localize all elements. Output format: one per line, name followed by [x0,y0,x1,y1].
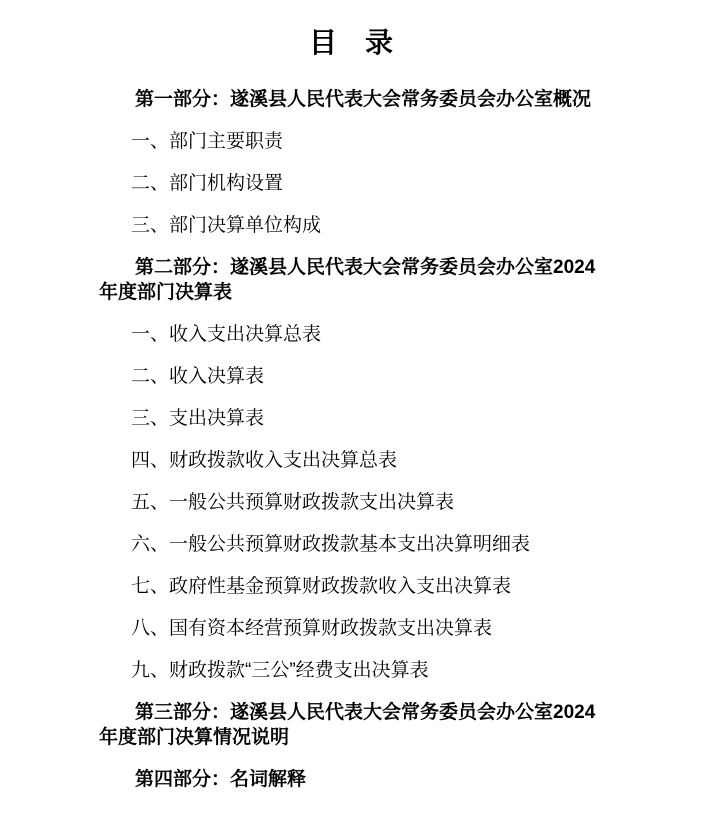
toc-list [0,87,702,792]
toc-item-part2-7: 七、政府性基金预算财政拨款收入支出决算表 [131,576,512,597]
toc-item-part1-3: 三、部门决算单位构成 [131,215,322,236]
toc-item-part2-5: 五、一般公共预算财政拨款支出决算表 [131,492,455,513]
toc-part-heading-1: 第一部分：遂溪县人民代表大会常务委员会办公室概况 [135,89,592,110]
toc-part-heading-3: 第三部分：遂溪县人民代表大会常务委员会办公室2024年度部门决算情况说明 [99,702,596,748]
toc-item-part1-2: 二、部门机构设置 [131,173,284,194]
toc-title: 目 录 [308,27,393,58]
toc-item-part2-1: 一、收入支出决算总表 [131,324,322,345]
toc-item-part2-4: 四、财政拨款收入支出决算总表 [131,450,398,471]
toc-item-part2-3: 三、支出决算表 [131,408,265,429]
toc-part-heading-2: 第二部分：遂溪县人民代表大会常务委员会办公室2024年度部门决算表 [99,257,596,303]
toc-item-part2-8: 八、国有资本经营预算财政拨款支出决算表 [131,618,493,639]
toc-item-part2-9: 九、财政拨款“三公”经费支出决算表 [131,660,429,681]
toc-item-part2-2: 二、收入决算表 [131,366,265,387]
toc-item-part1-1: 一、部门主要职责 [131,131,284,152]
toc-item-part2-6: 六、一般公共预算财政拨款基本支出决算明细表 [131,534,531,555]
toc-part-heading-4: 第四部分：名词解释 [135,769,307,790]
